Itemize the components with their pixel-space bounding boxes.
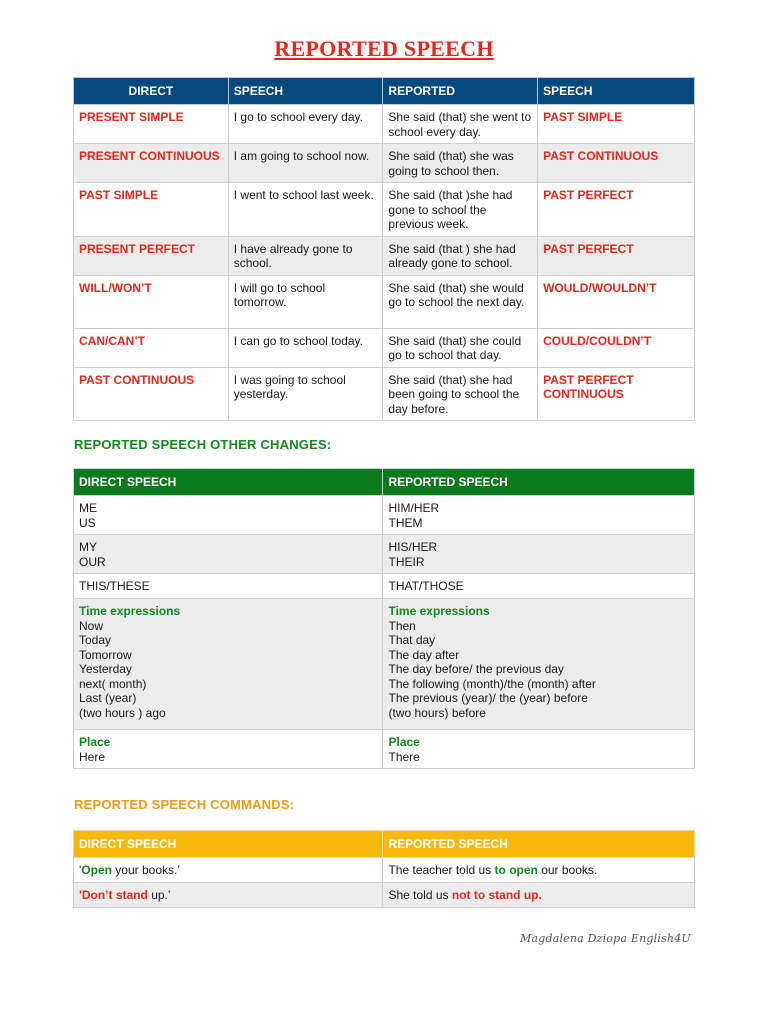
reported-time-expressions (383, 599, 695, 730)
commands-header (74, 831, 695, 858)
direct-place (74, 730, 383, 769)
table-row (74, 367, 695, 421)
reported-infinitive: to open (494, 863, 538, 877)
reported-tense: PAST PERFECT (538, 236, 695, 275)
reported-example: She said (that) she was going to school then. (383, 144, 538, 183)
reported-pronoun: HIM/HER (388, 501, 440, 515)
tense-table (73, 77, 695, 421)
table-row (74, 183, 695, 237)
reported-example: She said (that ) she had already gone to school. (383, 236, 538, 275)
place-value: There (388, 749, 420, 764)
direct-tense: PRESENT CONTINUOUS (74, 144, 229, 183)
table-row (74, 236, 695, 275)
direct-tense: WILL/WON’T (74, 275, 229, 328)
direct-tense: PRESENT PERFECT (74, 236, 229, 275)
reported-example: She said (that )she had gone to school the previous week. (383, 183, 538, 237)
reported-example: She said (that) she would go to school the next day. (383, 275, 538, 328)
direct-pronoun: ME (79, 501, 97, 515)
time-expression: The following (month)/the (month) after (388, 676, 596, 691)
direct-possessives (74, 535, 383, 574)
time-expression: Yesterday (79, 662, 132, 676)
time-expression: Today (79, 633, 112, 647)
time-expression: Last (year) (79, 691, 137, 705)
table-row (74, 105, 695, 144)
reported-rest: . (538, 888, 542, 902)
direct-demonstratives: THIS/THESE (74, 574, 383, 599)
time-expression: The day after (388, 647, 460, 662)
direct-possessive: MY (79, 540, 97, 554)
direct-example: I can go to school today. (228, 328, 383, 367)
reported-tense: WOULD/WOULDN’T (538, 275, 695, 328)
other-changes-table (73, 468, 695, 769)
reported-possessives (383, 535, 695, 574)
reported-example: She said (that) she had been going to school the day before. (383, 367, 538, 421)
reported-tense: PAST SIMPLE (538, 105, 695, 144)
direct-example: I will go to school tomorrow. (228, 275, 383, 328)
header-reported: REPORTED (383, 78, 538, 105)
reported-tense: PAST PERFECT (538, 183, 695, 237)
direct-example: I go to school every day. (228, 105, 383, 144)
command-verb: Don’t stand (81, 888, 148, 902)
time-expression: The day before/ the previous day (388, 662, 564, 676)
reported-demonstratives: THAT/THOSE (383, 574, 695, 599)
time-expression: Then (388, 618, 416, 633)
header-direct-speech: DIRECT SPEECH (74, 831, 383, 858)
direct-example: I went to school last week. (228, 183, 383, 237)
time-expression: The previous (year)/ the (year) before (388, 691, 588, 705)
reported-intro: She told us (388, 888, 452, 902)
time-expression: (two hours ) ago (79, 705, 166, 720)
direct-example: I was going to school yesterday. (228, 367, 383, 421)
direct-time-expressions (74, 599, 383, 730)
reported-tense: PAST PERFECT CONTINUOUS (538, 367, 695, 421)
quote-mark: ' (79, 863, 82, 877)
header-speech-2: SPEECH (538, 78, 695, 105)
reported-rest: our books. (537, 863, 598, 877)
reported-command (383, 858, 695, 883)
table-row (74, 328, 695, 367)
time-expression: (two hours) before (388, 705, 486, 720)
table-row (74, 858, 695, 883)
table-row (74, 275, 695, 328)
direct-tense: PRESENT SIMPLE (74, 105, 229, 144)
direct-command (74, 883, 383, 908)
direct-pronouns (74, 496, 383, 535)
header-direct-speech: DIRECT SPEECH (74, 469, 383, 496)
direct-command (74, 858, 383, 883)
table-row (74, 730, 695, 769)
commands-heading: REPORTED SPEECH COMMANDS: (74, 797, 295, 812)
reported-tense: PAST CONTINUOUS (538, 144, 695, 183)
table-row (74, 496, 695, 535)
header-direct: DIRECT (74, 78, 229, 105)
author-signature: Magdalena Dziopa English4U (520, 932, 691, 945)
table-row (74, 144, 695, 183)
time-expression: Now (79, 618, 104, 633)
header-speech: SPEECH (228, 78, 383, 105)
direct-example: I am going to school now. (228, 144, 383, 183)
place-label: Place (79, 735, 111, 749)
reported-example: She said (that) she could go to school that day. (383, 328, 538, 367)
table-row (74, 574, 695, 599)
time-expressions-label: Time expressions (388, 604, 490, 618)
direct-tense: PAST SIMPLE (74, 183, 229, 237)
time-expression: That day (388, 633, 436, 647)
table-row (74, 883, 695, 908)
tense-table-header (74, 78, 695, 105)
direct-pronoun: US (79, 515, 96, 530)
reported-place (383, 730, 695, 769)
reported-possessive: THEIR (388, 554, 425, 569)
direct-possessive: OUR (79, 554, 106, 569)
direct-example: I have already gone to school. (228, 236, 383, 275)
quote-mark: ' (79, 888, 82, 902)
direct-tense: PAST CONTINUOUS (74, 367, 229, 421)
other-changes-heading: REPORTED SPEECH OTHER CHANGES: (74, 437, 332, 452)
reported-example: She said (that) she went to school every day. (383, 105, 538, 144)
reported-pronouns (383, 496, 695, 535)
place-label: Place (388, 735, 420, 749)
command-rest: up.’ (147, 888, 171, 902)
other-changes-header (74, 469, 695, 496)
header-reported-speech: REPORTED SPEECH (383, 469, 695, 496)
time-expressions-label: Time expressions (79, 604, 181, 618)
reported-infinitive: not to stand up (451, 888, 539, 902)
table-row (74, 535, 695, 574)
command-rest: your books.’ (111, 863, 181, 877)
reported-possessive: HIS/HER (388, 540, 438, 554)
reported-command (383, 883, 695, 908)
time-expression: next( month) (79, 676, 147, 691)
commands-table (73, 830, 695, 908)
table-row (74, 599, 695, 730)
page-title: REPORTED SPEECH (274, 36, 494, 61)
reported-tense: COULD/COULDN’T (538, 328, 695, 367)
reported-intro: The teacher told us (388, 863, 495, 877)
place-value: Here (79, 749, 106, 764)
command-verb: Open (81, 863, 112, 877)
direct-tense: CAN/CAN’T (74, 328, 229, 367)
header-reported-speech: REPORTED SPEECH (383, 831, 695, 858)
time-expression: Tomorrow (79, 647, 132, 662)
reported-pronoun: THEM (388, 515, 423, 530)
